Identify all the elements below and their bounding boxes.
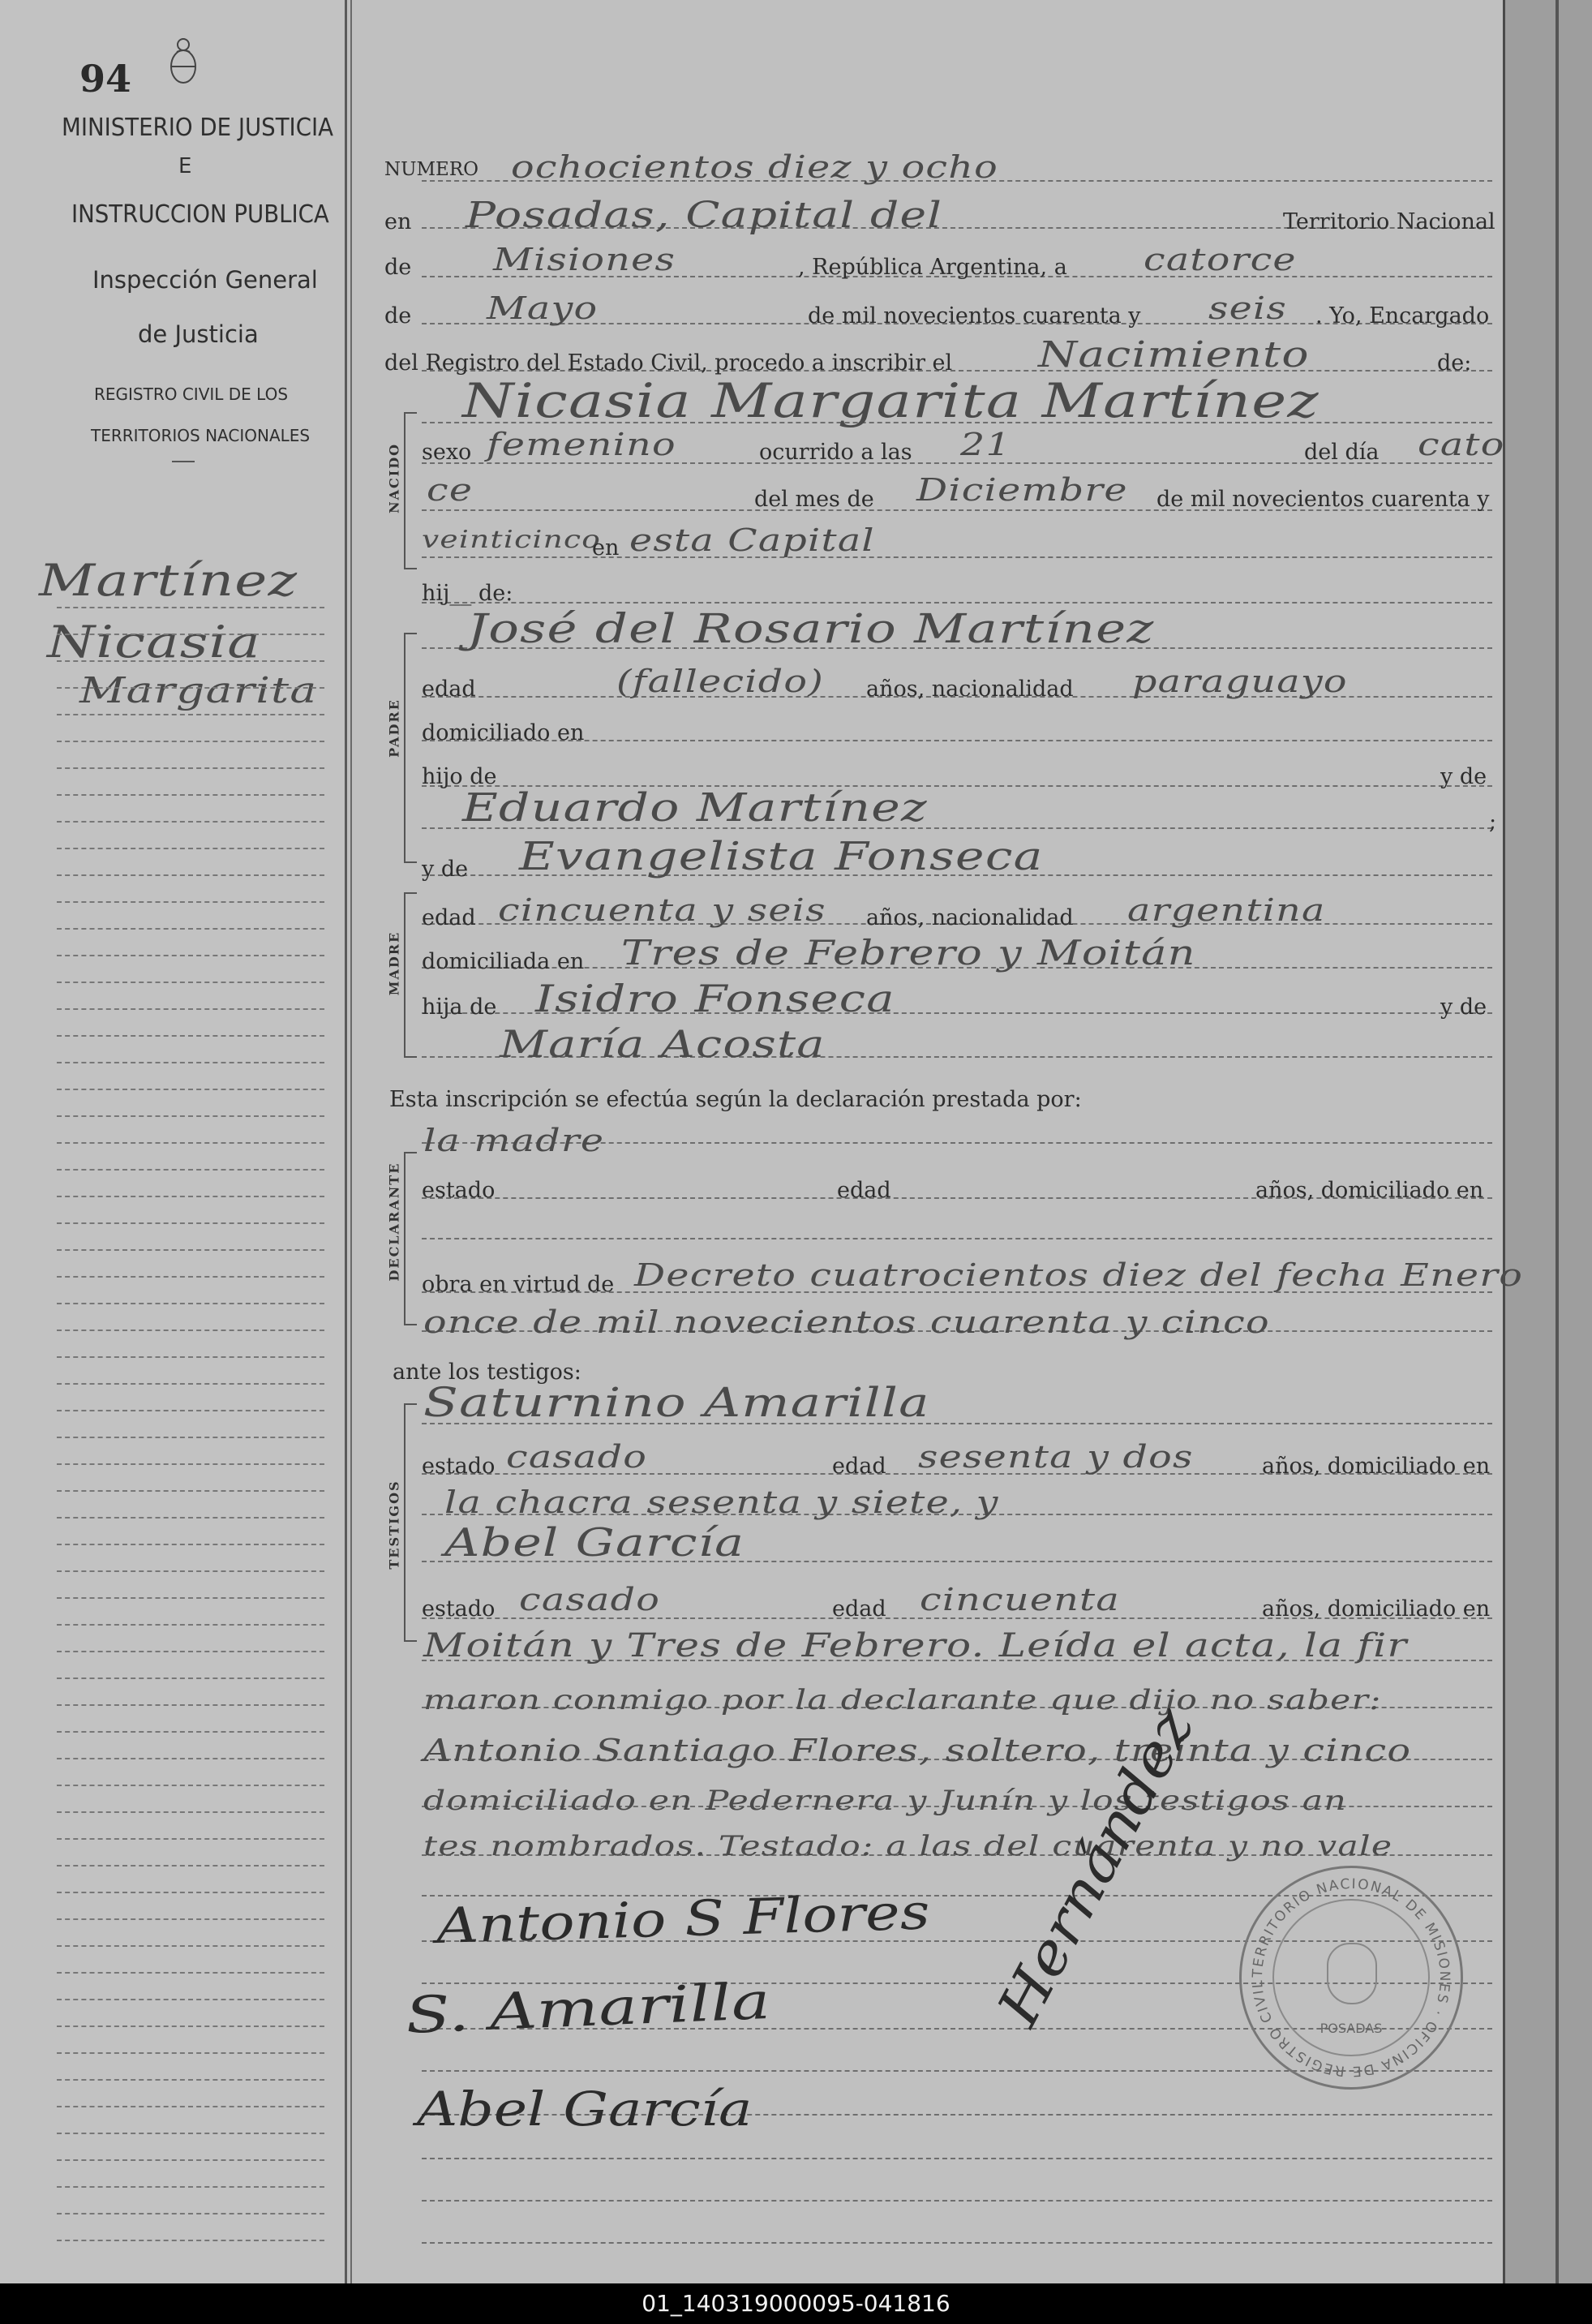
margin-ruled-line (57, 607, 324, 608)
de-colon-label: de: (1437, 350, 1472, 376)
margin-ruled-line (57, 1731, 324, 1733)
de-mil-y-label: de mil novecientos cuarenta y (1156, 487, 1490, 512)
margin-ruled-line (57, 848, 324, 849)
yo-encargado-label: . Yo, Encargado (1315, 303, 1490, 329)
margin-ruled-line (57, 634, 324, 635)
obra-value-2: once de mil novecientos cuarenta y cinco (423, 1304, 1270, 1340)
official-seal (1239, 1866, 1463, 2090)
margin-ruled-line (57, 1677, 324, 1679)
testigo1-estado-label: estado (422, 1454, 496, 1479)
margin-ruled-line (57, 1544, 324, 1545)
margin-ruled-line (57, 1062, 324, 1063)
en-label-2: en (592, 535, 620, 561)
testigos-brace (404, 1403, 417, 1642)
testigo1-edad-label: edad (832, 1454, 886, 1479)
margin-ruled-line (57, 821, 324, 823)
declarante-estado-label: estado (422, 1178, 496, 1203)
margin-ruled-line (57, 1142, 324, 1144)
margin-ruled-line (57, 1758, 324, 1759)
observacion-line-5: tes nombrados. Testado: a las del cuarenta y no vale (423, 1830, 1393, 1862)
margin-ruled-line (57, 1999, 324, 2000)
sexo-value: femenino (487, 427, 676, 462)
margin-ruled-line (57, 1597, 324, 1599)
testigo2-estado-value: casado (519, 1582, 661, 1617)
observacion-line-1: Moitán y Tres de Febrero. Leída el acta, la fir (423, 1627, 1408, 1665)
declarante-edad-label: edad (837, 1178, 891, 1203)
madre-edad-value: cincuenta y seis (498, 892, 826, 928)
margin-ruled-line (57, 1570, 324, 1572)
margin-ruled-line (57, 1651, 324, 1652)
de-label-1: de (384, 255, 412, 280)
observacion-line-3: Antonio Santiago Flores, soltero, treinta y cinco (423, 1733, 1412, 1768)
testigo2-edad-value: cincuenta (920, 1582, 1120, 1617)
nacido-label: NACIDO (386, 442, 402, 514)
anio-value: seis (1208, 290, 1288, 326)
margin-ruled-line (57, 2025, 324, 2027)
testigo2-estado-label: estado (422, 1596, 496, 1622)
observacion-line-4: domiciliado en Pedernera y Junín y los testigos an (423, 1785, 1347, 1817)
obra-label: obra en virtud de (422, 1272, 615, 1297)
declarante-anos-label: años, domiciliado en (1255, 1178, 1484, 1203)
margin-ruled-line (57, 982, 324, 983)
margin-ruled-line (57, 2133, 324, 2134)
margin-ruled-line (57, 1437, 324, 1438)
margin-ruled-line (57, 1624, 324, 1626)
dia-nac-1-value: cato (1418, 427, 1505, 462)
form-ruled-line (422, 2242, 1492, 2244)
form-ruled-line (422, 1238, 1492, 1239)
margin-ruled-line (57, 1892, 324, 1893)
margin-ruled-line (57, 1008, 324, 1010)
margin-ruled-line (57, 874, 324, 876)
margin-ruled-line (57, 2240, 324, 2241)
obra-value-1: Decreto cuatrocientos diez del fecha Enero (634, 1257, 1524, 1293)
numero-label: NUMERO (384, 159, 479, 180)
testigo1-anos-label: años, domiciliado en (1262, 1454, 1491, 1479)
madre-label: MADRE (386, 930, 402, 996)
testigo2-value: Abel García (444, 1520, 745, 1566)
padre-nacionalidad-value: paraguayo (1132, 664, 1348, 699)
padre-abuela-value: Evangelista Fonseca (519, 834, 1044, 879)
testigo1-edad-value: sesenta y dos (918, 1439, 1194, 1475)
margin-ruled-line (57, 1249, 324, 1251)
margin-ruled-line (57, 1330, 324, 1331)
margin-ruled-line (57, 1785, 324, 1786)
registry-line-1: REGISTRO CIVIL DE LOS (94, 384, 289, 404)
acto-value: Nacimiento (1038, 334, 1310, 376)
image-id-footer: 01_140319000095-041816 (0, 2283, 1592, 2324)
mes-value: Mayo (487, 290, 599, 326)
testigos-label-text: ante los testigos: (393, 1360, 581, 1385)
margin-ruled-line (57, 901, 324, 903)
madre-padre-value: Isidro Fonseca (535, 977, 895, 1020)
madre-domicilio-label: domiciliada en (422, 949, 585, 974)
margin-second-name: Margarita (79, 670, 318, 711)
nombre-value: Nicasia Margarita Martínez (462, 373, 1320, 428)
signature-encargado: Hernández (984, 1697, 1208, 2037)
madre-madre-value: María Acosta (500, 1022, 826, 1066)
margin-ruled-line (57, 1490, 324, 1492)
hijo-de-colon-label: hij__ de: (422, 581, 513, 606)
margin-ruled-line (57, 1276, 324, 1278)
del-mes-label: del mes de (754, 487, 874, 512)
padre-domicilio-label: domiciliado en (422, 720, 585, 745)
margin-ruled-line (57, 1035, 324, 1037)
margin-ruled-line (57, 687, 324, 689)
madre-edad-label: edad (422, 905, 476, 930)
margin-ruled-line (57, 741, 324, 742)
signature-declarante: Antonio S Flores (435, 1884, 931, 1955)
declarante-label: DECLARANTE (386, 1162, 402, 1282)
margin-ruled-line (57, 1089, 324, 1090)
padre-label: PADRE (386, 698, 402, 758)
padre-edad-label: edad (422, 677, 476, 702)
margin-ruled-line (57, 660, 324, 662)
margin-ruled-line (57, 1303, 324, 1304)
lugar-value: Posadas, Capital del (466, 195, 943, 236)
declarante-brace (404, 1152, 417, 1325)
margin-ruled-line (57, 1169, 324, 1171)
inspection-line-1: Inspección General (92, 266, 318, 294)
ministry-line-3: INSTRUCCION PUBLICA (71, 200, 329, 229)
hora-value: 21 (960, 427, 1011, 462)
signature-testigo-2: Abel García (417, 2081, 753, 2137)
testigo1-value: Saturnino Amarilla (423, 1379, 930, 1426)
margin-rule-inner (350, 0, 352, 2283)
padre-hijo-de-label: hijo de (422, 764, 497, 789)
margin-ruled-line (57, 1222, 324, 1224)
padre-edad-value: (fallecido) (616, 664, 825, 699)
page-number: 94 (79, 57, 132, 101)
nacido-brace (404, 412, 417, 569)
margin-ruled-line (57, 955, 324, 956)
territorio-label: Territorio Nacional (1283, 209, 1495, 234)
margin-ruled-line (57, 1356, 324, 1358)
margin-ruled-line (57, 2159, 324, 2161)
margin-ruled-line (57, 2079, 324, 2081)
padre-nombre-value: José del Rosario Martínez (467, 605, 1155, 652)
del-dia-label: del día (1304, 440, 1380, 465)
dia-value: catorce (1144, 242, 1297, 277)
margin-ruled-line (57, 794, 324, 796)
inscripcion-label: Esta inscripción se efectúa según la declaración prestada por: (389, 1087, 1082, 1112)
territorio-value: Misiones (493, 242, 676, 277)
ministry-line-1: MINISTERIO DE JUSTICIA (62, 114, 333, 142)
seal-emblem-icon (1327, 1943, 1377, 2004)
padre-y-de-label: y de (1440, 764, 1487, 789)
en-label: en (384, 209, 412, 234)
book-binding (1505, 0, 1592, 2283)
margin-ruled-line (57, 714, 324, 715)
signature-testigo-1: S. Amarilla (403, 1970, 773, 2045)
madre-domicilio-value: Tres de Febrero y Moitán (621, 933, 1196, 973)
margin-ruled-line (57, 1704, 324, 1706)
form-ruled-line (422, 556, 1492, 558)
mes-nac-value: Diciembre (916, 472, 1128, 508)
semicolon-mark: ; (1489, 810, 1497, 835)
registry-line-2: TERRITORIOS NACIONALES (91, 426, 311, 445)
margin-ruled-line (57, 1196, 324, 1197)
form-ruled-line (422, 2200, 1492, 2202)
margin-ruled-line (57, 928, 324, 930)
margin-ruled-line (57, 2106, 324, 2107)
anio-nac-value: veinticinco (422, 526, 602, 554)
margin-ruled-line (57, 1463, 324, 1465)
svg-text:TERRITORIO NACIONAL DE MISIONE: TERRITORIO NACIONAL DE MISIONES · OFICINA DE REGISTRO CIVIL (1249, 1875, 1453, 2080)
margin-ruled-line (57, 1410, 324, 1411)
testigo2-anos-label: años, domiciliado en (1262, 1596, 1491, 1622)
margin-ruled-line (57, 1383, 324, 1385)
padre-anos-label: años, nacionalidad (866, 677, 1074, 702)
header-divider (172, 461, 195, 462)
testigo2-edad-label: edad (832, 1596, 886, 1622)
margin-ruled-line (57, 1945, 324, 1947)
seal-city: POSADAS (1320, 2021, 1383, 2036)
padre-brace (404, 633, 417, 863)
sexo-label: sexo (422, 440, 472, 465)
registro-label: del Registro del Estado Civil, procedo a inscribir el (384, 350, 953, 376)
margin-ruled-line (57, 2052, 324, 2054)
numero-value: ochocientos diez y ocho (511, 149, 998, 185)
madre-hija-de-label: hija de (422, 994, 497, 1020)
margin-ruled-line (57, 767, 324, 769)
margin-ruled-line (57, 1115, 324, 1117)
margin-ruled-line (57, 1517, 324, 1519)
padre-abuelo-value: Eduardo Martínez (462, 785, 928, 831)
margin-ruled-line (57, 2213, 324, 2214)
madre-nacionalidad-value: argentina (1127, 892, 1326, 928)
margin-surname: Martínez (39, 555, 298, 606)
declarante-value: la madre (423, 1123, 605, 1158)
madre-brace (404, 892, 417, 1058)
de-label-2: de (384, 303, 412, 329)
margin-ruled-line (57, 1838, 324, 1840)
margin-first-name: Nicasia (47, 616, 261, 668)
dia-nac-2-value: ce (427, 472, 474, 508)
observacion-line-2: maron conmigo por la declarante que dijo no saber: (423, 1684, 1382, 1716)
national-crest-icon (167, 37, 200, 88)
margin-ruled-line (57, 1811, 324, 1813)
margin-ruled-line (57, 1972, 324, 1974)
de-mil-label: de mil novecientos cuarenta y (808, 303, 1141, 329)
margin-ruled-line (57, 1865, 324, 1867)
madre-anos-label: años, nacionalidad (866, 905, 1074, 930)
ministry-line-2: E (178, 154, 192, 178)
margin-ruled-line (57, 1918, 324, 1920)
republica-label: , República Argentina, a (798, 255, 1067, 280)
madre-y-de-label-2: y de (1440, 994, 1487, 1020)
ocurrido-label: ocurrido a las (759, 440, 912, 465)
testigo1-domicilio-value: la chacra sesenta y siete, y (444, 1484, 999, 1520)
testigo1-estado-value: casado (506, 1439, 648, 1475)
margin-ruled-line (57, 2186, 324, 2188)
margin-rule (345, 0, 347, 2283)
form-ruled-line (422, 602, 1492, 604)
inspection-line-2: de Justicia (138, 320, 259, 348)
madre-y-de-label: y de (422, 857, 469, 882)
lugar-nac-value: esta Capital (629, 522, 875, 558)
form-ruled-line (422, 2158, 1492, 2159)
testigos-label: TESTIGOS (386, 1480, 402, 1570)
